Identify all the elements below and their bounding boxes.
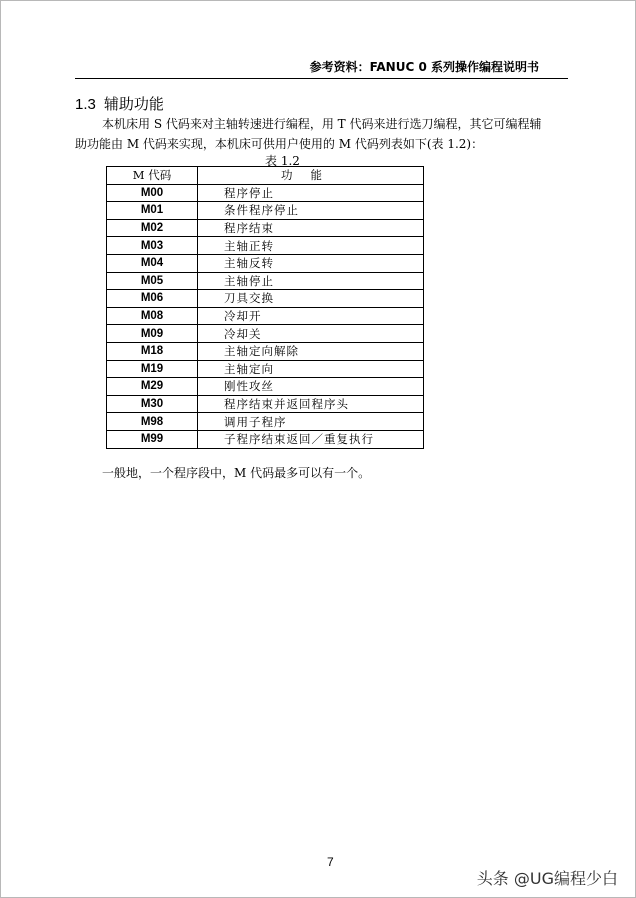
section-name: 辅助功能: [103, 95, 164, 113]
section-title: [75, 93, 164, 114]
table-row: [107, 272, 424, 290]
m-code-cell: M00: [107, 184, 198, 202]
function-cell: 主轴停止: [198, 272, 424, 290]
note-text: 一般地，一个程序段中，M 代码最多可以有一个。: [102, 466, 371, 480]
m-code-cell: M01: [107, 202, 198, 220]
table-row: [107, 430, 424, 448]
function-cell: 调用子程序: [198, 413, 424, 431]
intro-paragraph: [75, 114, 565, 154]
table-row: [107, 325, 424, 343]
function-cell: 刀具交换: [198, 290, 424, 308]
function-cell: 主轴定向解除: [198, 342, 424, 360]
section-number: 1.3: [75, 96, 96, 113]
header-function: 功能: [198, 167, 424, 185]
function-cell: 主轴反转: [198, 254, 424, 272]
page-number: 7: [327, 855, 334, 869]
m-code-cell: M02: [107, 219, 198, 237]
note-paragraph: [75, 463, 565, 483]
m-code-cell: M18: [107, 342, 198, 360]
function-cell: 条件程序停止: [198, 202, 424, 220]
table-row: [107, 254, 424, 272]
function-cell: 冷却开: [198, 307, 424, 325]
table-row: [107, 413, 424, 431]
table-row: [107, 360, 424, 378]
m-code-cell: M29: [107, 378, 198, 396]
table-row: [107, 395, 424, 413]
function-cell: 刚性攻丝: [198, 378, 424, 396]
running-header: 参考资料：FANUC 0 系列操作编程说明书: [309, 60, 539, 74]
function-cell: 程序停止: [198, 184, 424, 202]
m-code-cell: M04: [107, 254, 198, 272]
function-cell: 程序结束: [198, 219, 424, 237]
m-code-cell: M30: [107, 395, 198, 413]
table-row: [107, 184, 424, 202]
m-code-cell: M03: [107, 237, 198, 255]
table-row: [107, 290, 424, 308]
intro-line: 本机床用 S 代码来对主轴转速进行编程，用 T 代码来进行选刀编程，其它可编程辅: [102, 117, 542, 131]
table-caption: 表 1.2: [265, 154, 300, 168]
m-code-cell: M99: [107, 430, 198, 448]
m-code-cell: M98: [107, 413, 198, 431]
m-code-table: [106, 166, 424, 449]
m-code-cell: M06: [107, 290, 198, 308]
table-row: [107, 342, 424, 360]
table-row: [107, 378, 424, 396]
function-cell: 主轴正转: [198, 237, 424, 255]
header-rule: [75, 78, 568, 79]
table-row: [107, 202, 424, 220]
table-row: [107, 237, 424, 255]
function-cell: 程序结束并返回程序头: [198, 395, 424, 413]
m-code-cell: M08: [107, 307, 198, 325]
m-code-cell: M19: [107, 360, 198, 378]
function-cell: 主轴定向: [198, 360, 424, 378]
table-row: [107, 307, 424, 325]
intro-line: 助功能由 M 代码来实现，本机床可供用户使用的 M 代码列表如下(表 1.2)：: [75, 137, 484, 151]
watermark: 头条 @UG编程少白: [476, 869, 618, 888]
function-cell: 子程序结束返回／重复执行: [198, 430, 424, 448]
table-row: [107, 219, 424, 237]
m-code-cell: M09: [107, 325, 198, 343]
function-cell: 冷却关: [198, 325, 424, 343]
m-code-cell: M05: [107, 272, 198, 290]
table-header-row: [107, 167, 424, 185]
header-code: M 代码: [107, 167, 198, 185]
